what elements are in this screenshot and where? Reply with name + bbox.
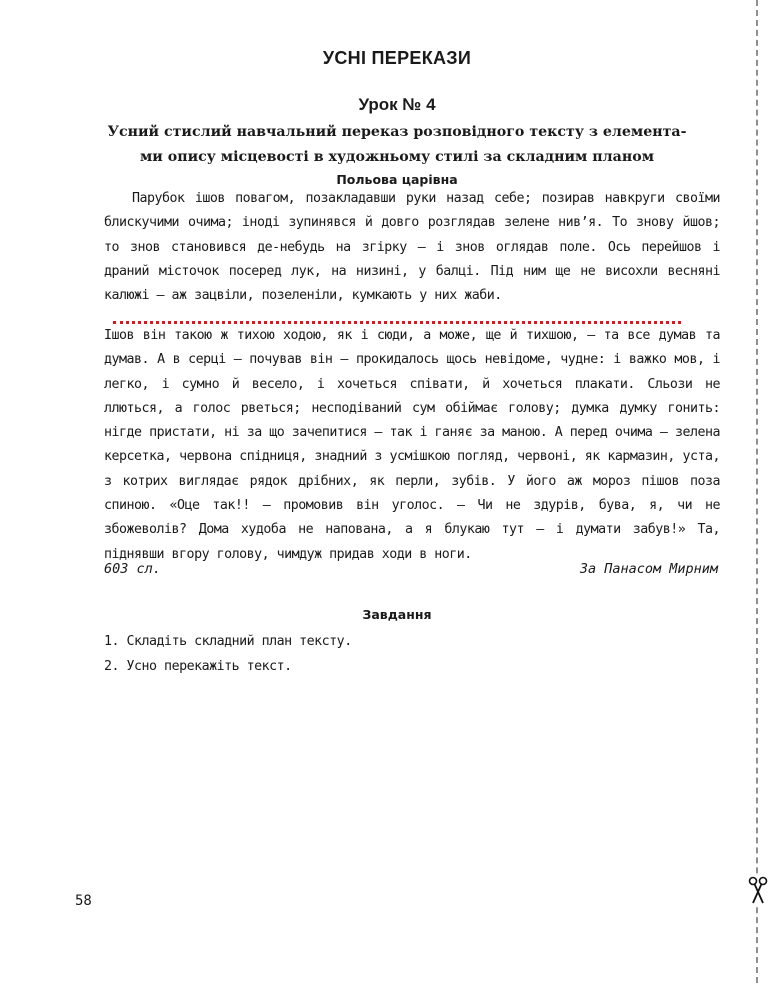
word-count: 603 сл. — [104, 561, 161, 577]
subtitle-line: ми опису місцевості в художньому стилі за складним планом — [139, 149, 655, 165]
paragraph-2: Ішов він такою ж тихою ходою, як і сюди, а може, ще й тихшою, — та все думав та думав. А в серці — почував він — прокидалось щось невідоме, чудне: і важко мов, і легко, і сумно й весело, і хочеться співати, й хочеться плакати. Сльози не ллються, а голос рветься; несподіваний сум обіймає голову; думка думку гонить: нігде пристати, ні за що зачепитися — так і ганяє за маною. А перед очима — зелена керсетка, червона спідниця, знадний з усмішкою погляд, червоні, як кармазин, уста, з котрих виглядає рядок дрібних, як перли, зубів. У його аж мороз пішов поза спиною. «Оце так!! — промовив він уголос. — Чи не здурів, бува, я, чи не збожеволів? Дома худоба не напована, а я блукаю тут — і думати забув!» Та, піднявши вгору голову, чимдуж придав ходи в ноги. — [104, 328, 720, 562]
text-title: Польова царівна — [336, 172, 458, 187]
author-attribution: За Панасом Мирним — [579, 561, 718, 577]
scissors-icon — [747, 876, 769, 904]
section-heading: УСНІ ПЕРЕКАЗИ — [322, 48, 472, 68]
task-number: 2. — [104, 659, 120, 674]
paragraph-1: Парубок ішов повагом, позакладавши руки назад себе; позирав навкруги своїми блискучими очима; іноді зупинявся й довго розглядав зелене нив’я. То знову йшов; то знов становився де-небудь на згірку — і знов оглядав поле. Ось перейшов і драний місточок посеред лук, на низині, у балці. Під ним ще не висохли весняні калюжі — аж зацвіли, позеленіли, кумкають у них жаби. — [104, 191, 720, 304]
task-text: Складіть складний план тексту. — [126, 634, 352, 649]
lesson-number: Урок № 4 — [358, 95, 436, 114]
tasks-heading: Завдання — [362, 607, 432, 622]
lesson-subtitle — [74, 120, 720, 170]
task-item — [104, 629, 352, 654]
task-item — [104, 654, 352, 679]
subtitle-line: Усний стислий навчальний переказ розповідного тексту з елемента- — [107, 124, 687, 140]
task-number: 1. — [104, 634, 120, 649]
task-text: Усно перекажіть текст. — [126, 659, 292, 674]
task-list — [104, 629, 352, 679]
cut-line — [756, 0, 758, 983]
page-number: 58 — [75, 893, 92, 909]
